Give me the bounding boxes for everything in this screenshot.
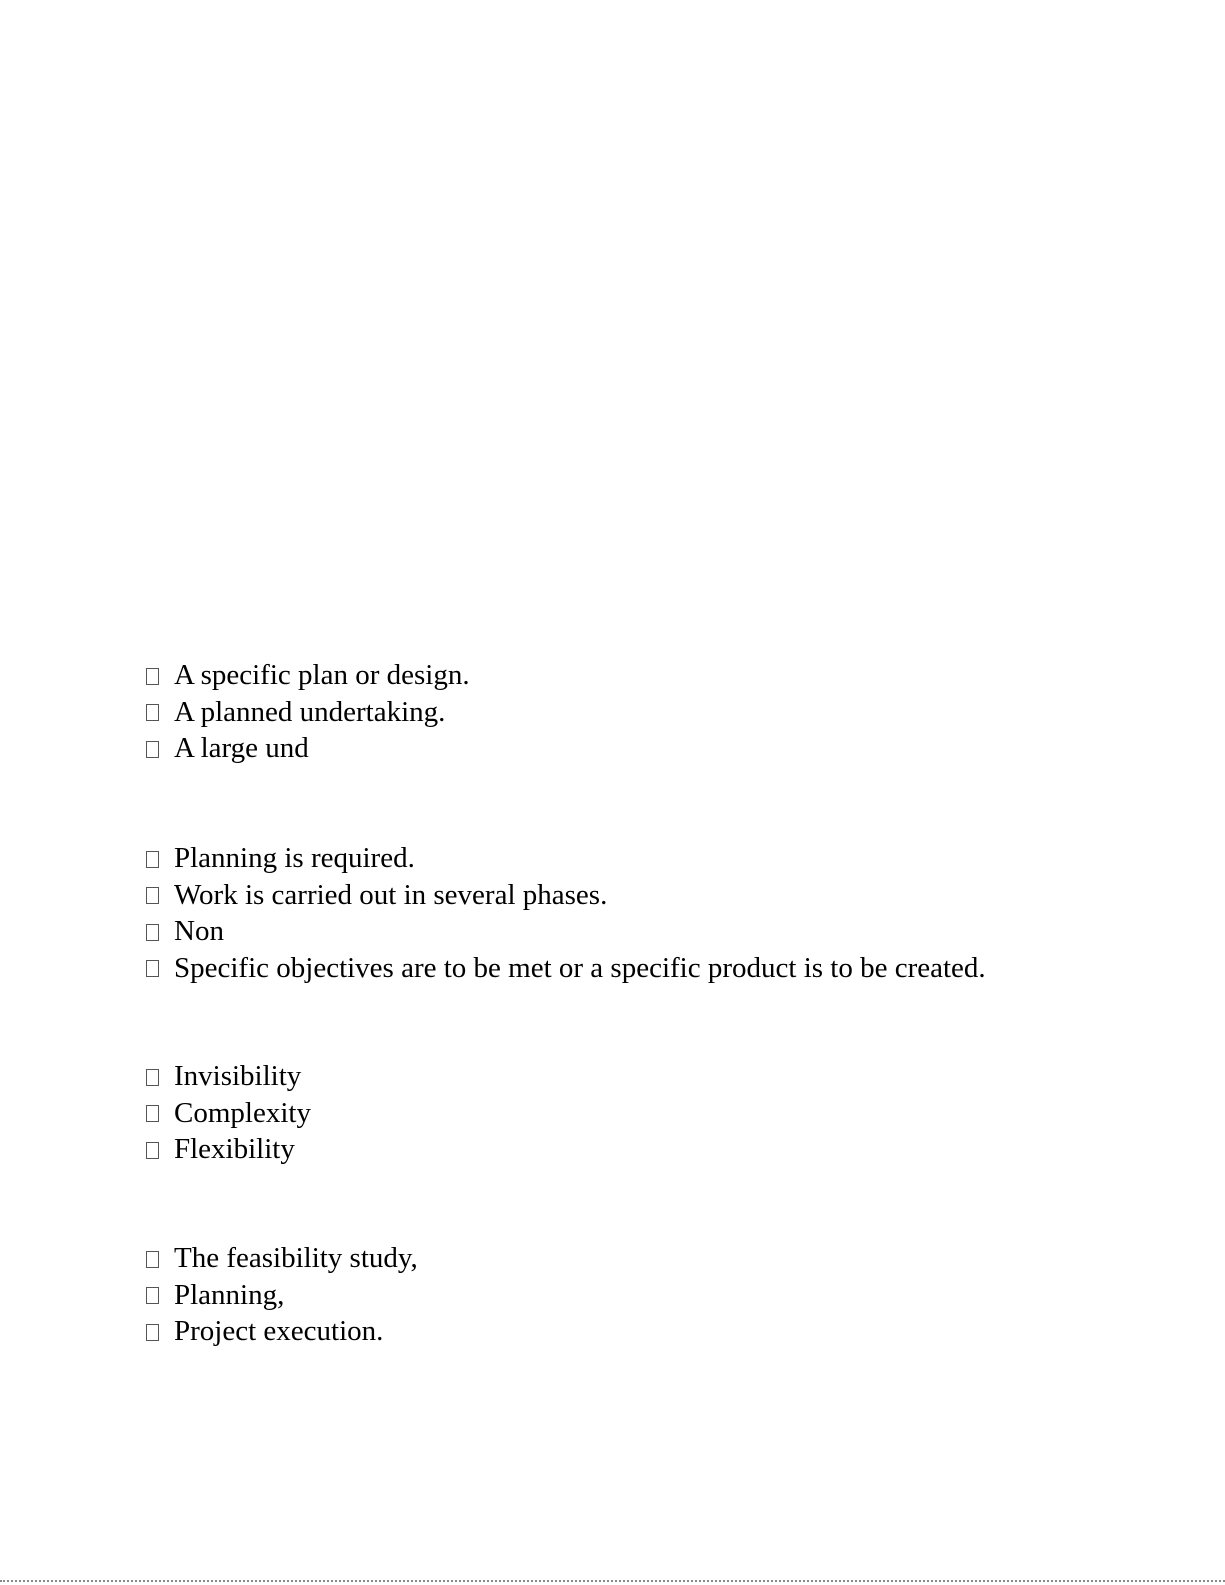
list-item [146, 1277, 418, 1314]
list-item-text: Planning is required. [174, 842, 415, 875]
list-item [146, 840, 986, 877]
missing-glyph-box-icon [146, 924, 159, 941]
missing-glyph-box-icon [146, 1324, 159, 1341]
list-item [146, 1058, 311, 1095]
missing-glyph-box-icon [146, 960, 159, 977]
list-item-text: Specific objectives are to be met or a specific product is to be created. [174, 951, 986, 984]
missing-glyph-box-icon [146, 851, 159, 868]
list-item [146, 1313, 418, 1350]
missing-glyph-box-icon [146, 1105, 159, 1122]
list-item-text: Non [174, 915, 224, 948]
missing-glyph-box-icon [146, 887, 159, 904]
missing-glyph-box-icon [146, 668, 159, 685]
list-item-text: A specific plan or design. [174, 659, 470, 692]
list-item-text: A large und [174, 732, 309, 765]
list-item-text: Invisibility [174, 1060, 302, 1093]
list-item-text: Project execution. [174, 1315, 384, 1348]
bullet-list-characteristics [146, 840, 986, 986]
bullet-list-definitions [146, 657, 470, 767]
list-item [146, 913, 986, 950]
list-item [146, 1095, 311, 1132]
list-item-text: A planned undertaking. [174, 695, 446, 728]
list-item [146, 657, 470, 694]
bullet-list-project-stages [146, 1240, 418, 1350]
missing-glyph-box-icon [146, 741, 159, 758]
list-item [146, 950, 986, 987]
missing-glyph-box-icon [146, 1287, 159, 1304]
page-bottom-rule [0, 1580, 1225, 1582]
list-item [146, 1131, 311, 1168]
list-item [146, 1240, 418, 1277]
list-item-text: Planning, [174, 1278, 285, 1311]
missing-glyph-box-icon [146, 1142, 159, 1159]
missing-glyph-box-icon [146, 704, 159, 721]
list-item-text: Work is carried out in several phases. [174, 878, 608, 911]
missing-glyph-box-icon [146, 1069, 159, 1086]
list-item [146, 730, 470, 767]
list-item [146, 694, 470, 731]
bullet-list-software-properties [146, 1058, 311, 1168]
list-item-text: Flexibility [174, 1133, 295, 1166]
list-item-text: Complexity [174, 1096, 311, 1129]
list-item-text: The feasibility study, [174, 1242, 418, 1275]
list-item [146, 877, 986, 914]
missing-glyph-box-icon [146, 1251, 159, 1268]
